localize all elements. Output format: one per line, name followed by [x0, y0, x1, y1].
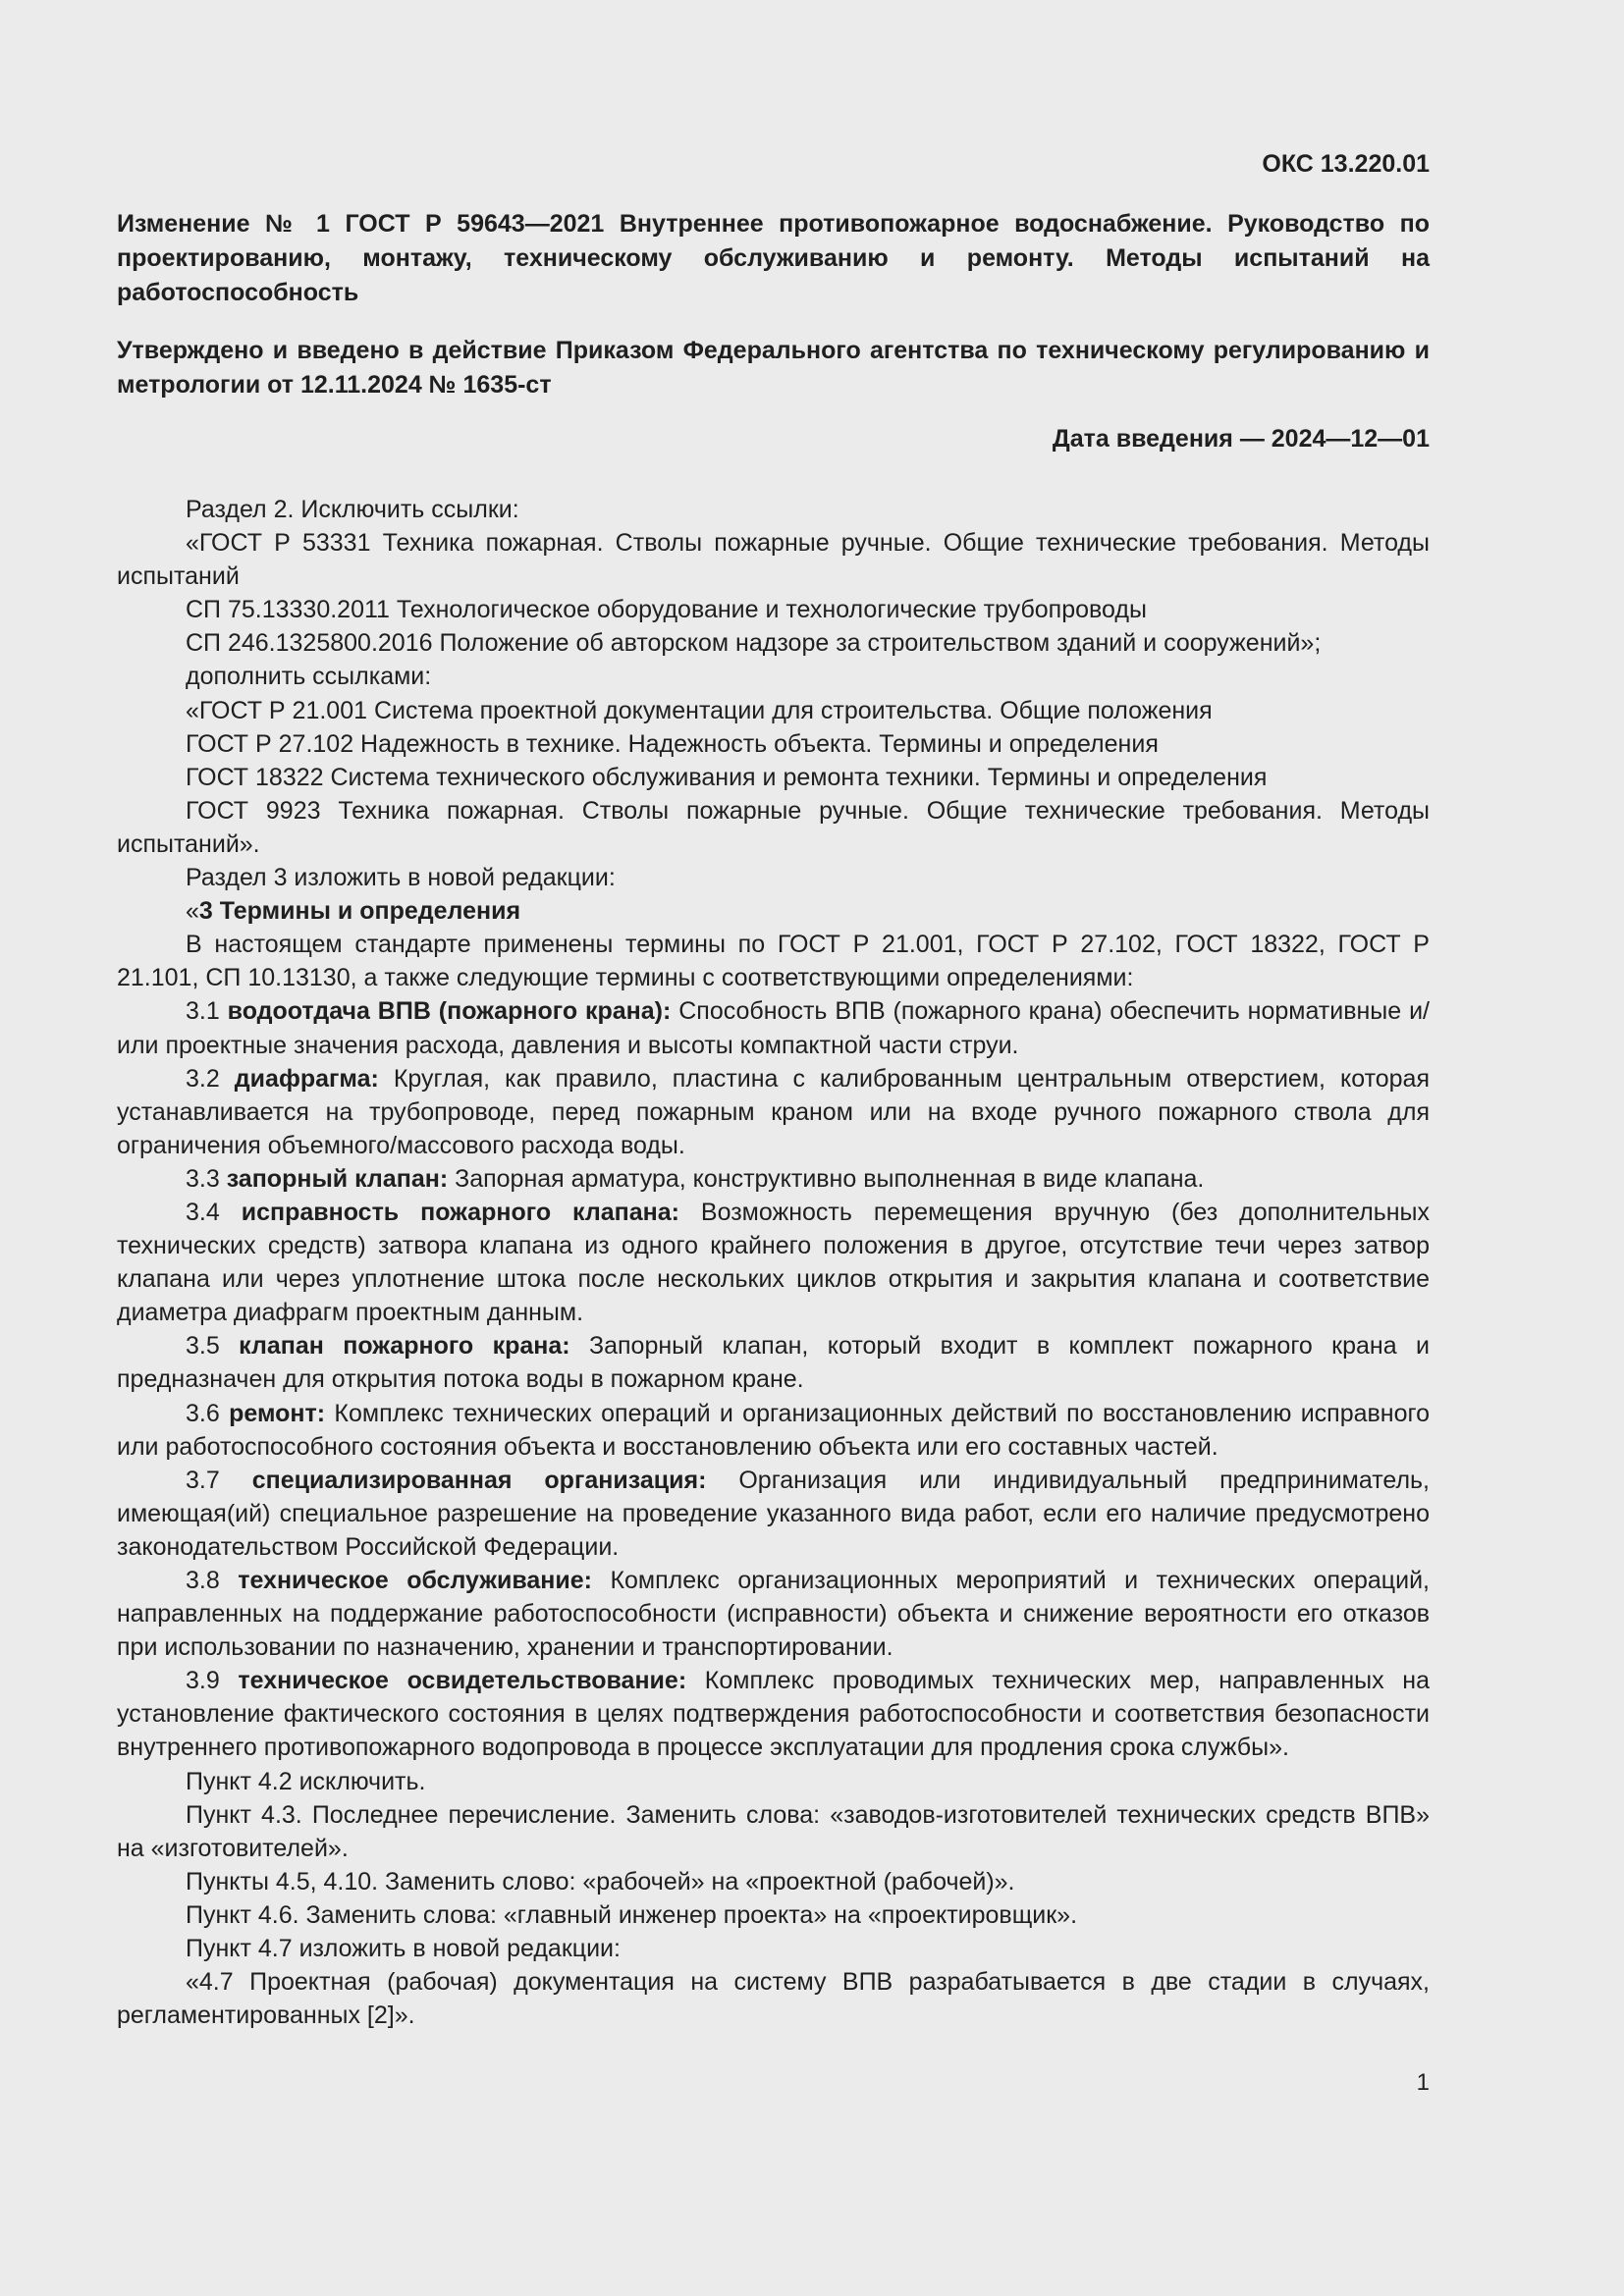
term-name: ремонт:	[229, 1399, 326, 1427]
paragraph	[117, 1564, 1430, 1664]
paragraph	[117, 626, 1430, 660]
approval-statement: Утверждено и введено в действие Приказом Федерального агентства по техническому регулированию и метрологии от 12.11.2024 № 1635-ст	[117, 337, 1430, 399]
paragraph	[117, 1898, 1430, 1932]
term-number: 3.8	[186, 1567, 239, 1594]
paragraph	[117, 761, 1430, 794]
paragraph	[117, 1329, 1430, 1396]
paragraph	[117, 660, 1430, 693]
term-name: диафрагма:	[234, 1064, 379, 1093]
paragraph	[117, 1865, 1430, 1898]
term-number: «	[186, 897, 199, 926]
term-name: техническое освидетельствование:	[238, 1667, 687, 1695]
paragraph-text: Способность ВПВ (пожарного крана) обеспечить нормативные и/или проектные значения расхода, давления и высоты компактной части струи.	[117, 997, 1430, 1059]
paragraph-text: дополнить ссылками:	[186, 663, 432, 691]
paragraph	[117, 928, 1430, 994]
term-number: 3.6	[186, 1399, 230, 1427]
paragraph-text: Пункт 4.6. Заменить слова: «главный инженер проекта» на «проектировщик».	[186, 1900, 1078, 1929]
term-number: 3.4	[186, 1198, 242, 1226]
paragraph-text: СП 246.1325800.2016 Положение об авторском надзоре за строительством зданий и сооружений»;	[186, 629, 1322, 658]
paragraph	[117, 593, 1430, 626]
term-name: исправность пожарного клапана:	[241, 1198, 679, 1226]
term-name: техническое обслуживание:	[238, 1567, 592, 1594]
paragraph-text: Пункт 4.2 исключить.	[186, 1767, 426, 1795]
paragraph-text: Раздел 3 изложить в новой редакции:	[186, 864, 616, 892]
paragraph	[117, 727, 1430, 761]
paragraph	[117, 1196, 1430, 1329]
paragraph-text: Круглая, как правило, пластина с калиброванным центральным отверстием, которая устанавливается на трубопроводе, перед пожарным краном или на входе ручного пожарного ствола для ограничения объемного/массового расхода воды.	[117, 1064, 1430, 1159]
document-page	[117, 147, 1430, 2032]
term-number: 3.2	[186, 1064, 235, 1093]
paragraph-text: Возможность перемещения вручную (без дополнительных технических средств) затвора клапана из одного крайнего положения в другое, отсутствие течи через затвор клапана или через уплотнение штока после нескольких циклов открытия и закрытия клапана и соответствие диаметра диафрагм проектным данным.	[117, 1198, 1431, 1327]
paragraph	[117, 526, 1430, 593]
term-number: 3.1	[186, 997, 228, 1026]
paragraph-text: Комплекс проводимых технических мер, направленных на установление фактического состояния в целях подтверждения работоспособности и соответствия безопасности внутреннего противопожарного водопровода в процессе эксплуатации для продления срока службы».	[117, 1667, 1430, 1762]
paragraph-text: Комплекс организационных мероприятий и технических операций, направленных на поддержание работоспособности (исправности) объекта и снижение вероятности его отказов при использовании по назначению, хранении и транспортировании.	[117, 1567, 1430, 1662]
paragraph-text: Пункт 4.3. Последнее перечисление. Заменить слова: «заводов-изготовителей технических средств ВПВ» на «изготовителей».	[117, 1800, 1430, 1862]
paragraph-text: СП 75.13330.2011 Технологическое оборудование и технологические трубопроводы	[186, 596, 1147, 624]
page-number: 1	[1416, 2069, 1430, 2096]
paragraph	[117, 1062, 1430, 1162]
paragraph	[117, 694, 1430, 727]
term-number: 3.7	[186, 1466, 252, 1494]
paragraph	[117, 1664, 1430, 1764]
term-number: 3.5	[186, 1332, 240, 1361]
paragraph	[117, 861, 1430, 894]
paragraph-text: «4.7 Проектная (рабочая) документация на систему ВПВ разрабатывается в две стадии в случаях, регламентированных [2]».	[117, 1968, 1430, 2030]
classification-code: ОКС 13.220.01	[1262, 150, 1430, 178]
paragraph-text: Раздел 2. Исключить ссылки:	[186, 496, 519, 523]
paragraph-text: «ГОСТ Р 21.001 Система проектной документации для строительства. Общие положения	[186, 696, 1213, 724]
paragraph	[117, 894, 1430, 928]
paragraph-text: ГОСТ 9923 Техника пожарная. Стволы пожарные ручные. Общие технические требования. Методы испытаний».	[117, 796, 1430, 858]
term-name: специализированная организация:	[251, 1466, 707, 1494]
paragraph-text: Комплекс технических операций и организационных действий по восстановлению исправного или работоспособного состояния объекта и восстановлению объекта или его составных частей.	[117, 1399, 1430, 1461]
paragraph-text: Запорная арматура, конструктивно выполненная в виде клапана.	[448, 1164, 1205, 1193]
paragraph	[117, 1965, 1430, 2032]
paragraph	[117, 1765, 1430, 1798]
paragraph	[117, 1397, 1430, 1464]
paragraph-text: «ГОСТ Р 53331 Техника пожарная. Стволы пожарные ручные. Общие технические требования. Методы испытаний	[117, 529, 1430, 591]
paragraph-text: Пункты 4.5, 4.10. Заменить слово: «рабочей» на «проектной (рабочей)».	[186, 1867, 1015, 1896]
paragraph-text: Запорный клапан, который входит в комплект пожарного крана и предназначен для открытия потока воды в пожарном кране.	[117, 1332, 1430, 1394]
term-name: запорный клапан:	[226, 1164, 449, 1193]
term-name: водоотдача ВПВ (пожарного крана):	[227, 997, 672, 1026]
paragraph-text: В настоящем стандарте применены термины по ГОСТ Р 21.001, ГОСТ Р 27.102, ГОСТ 18322, ГОСТ Р 21.101, СП 10.13130, а также следующие термины с соответствующими определениями:	[117, 931, 1430, 992]
term-name: 3 Термины и определения	[198, 897, 521, 926]
amendment-body	[117, 493, 1430, 2032]
paragraph	[117, 1798, 1430, 1865]
effective-date: Дата введения — 2024—12—01	[1052, 425, 1430, 453]
term-number: 3.3	[186, 1164, 227, 1193]
paragraph-text: Организация или индивидуальный предприниматель, имеющая(ий) специальное разрешение на проведение указанного вида работ, если его наличие предусмотрено законодательством Российской Федерации.	[117, 1466, 1431, 1561]
paragraph	[117, 1932, 1430, 1965]
term-name: клапан пожарного крана:	[239, 1332, 570, 1361]
term-number: 3.9	[186, 1667, 239, 1695]
paragraph	[117, 994, 1430, 1061]
paragraph	[117, 1162, 1430, 1196]
paragraph	[117, 1464, 1430, 1564]
amendment-title: Изменение № 1 ГОСТ Р 59643—2021 Внутреннее противопожарное водоснабжение. Руководство по проектированию, монтажу, техническому обслуживанию и ремонту. Методы испытаний на работоспособность	[117, 210, 1430, 306]
paragraph	[117, 794, 1430, 861]
paragraph-text: ГОСТ Р 27.102 Надежность в технике. Надежность объекта. Термины и определения	[186, 729, 1159, 758]
paragraph	[117, 493, 1430, 526]
paragraph-text: Пункт 4.7 изложить в новой редакции:	[186, 1935, 621, 1963]
paragraph-text: ГОСТ 18322 Система технического обслуживания и ремонта техники. Термины и определения	[186, 763, 1268, 791]
